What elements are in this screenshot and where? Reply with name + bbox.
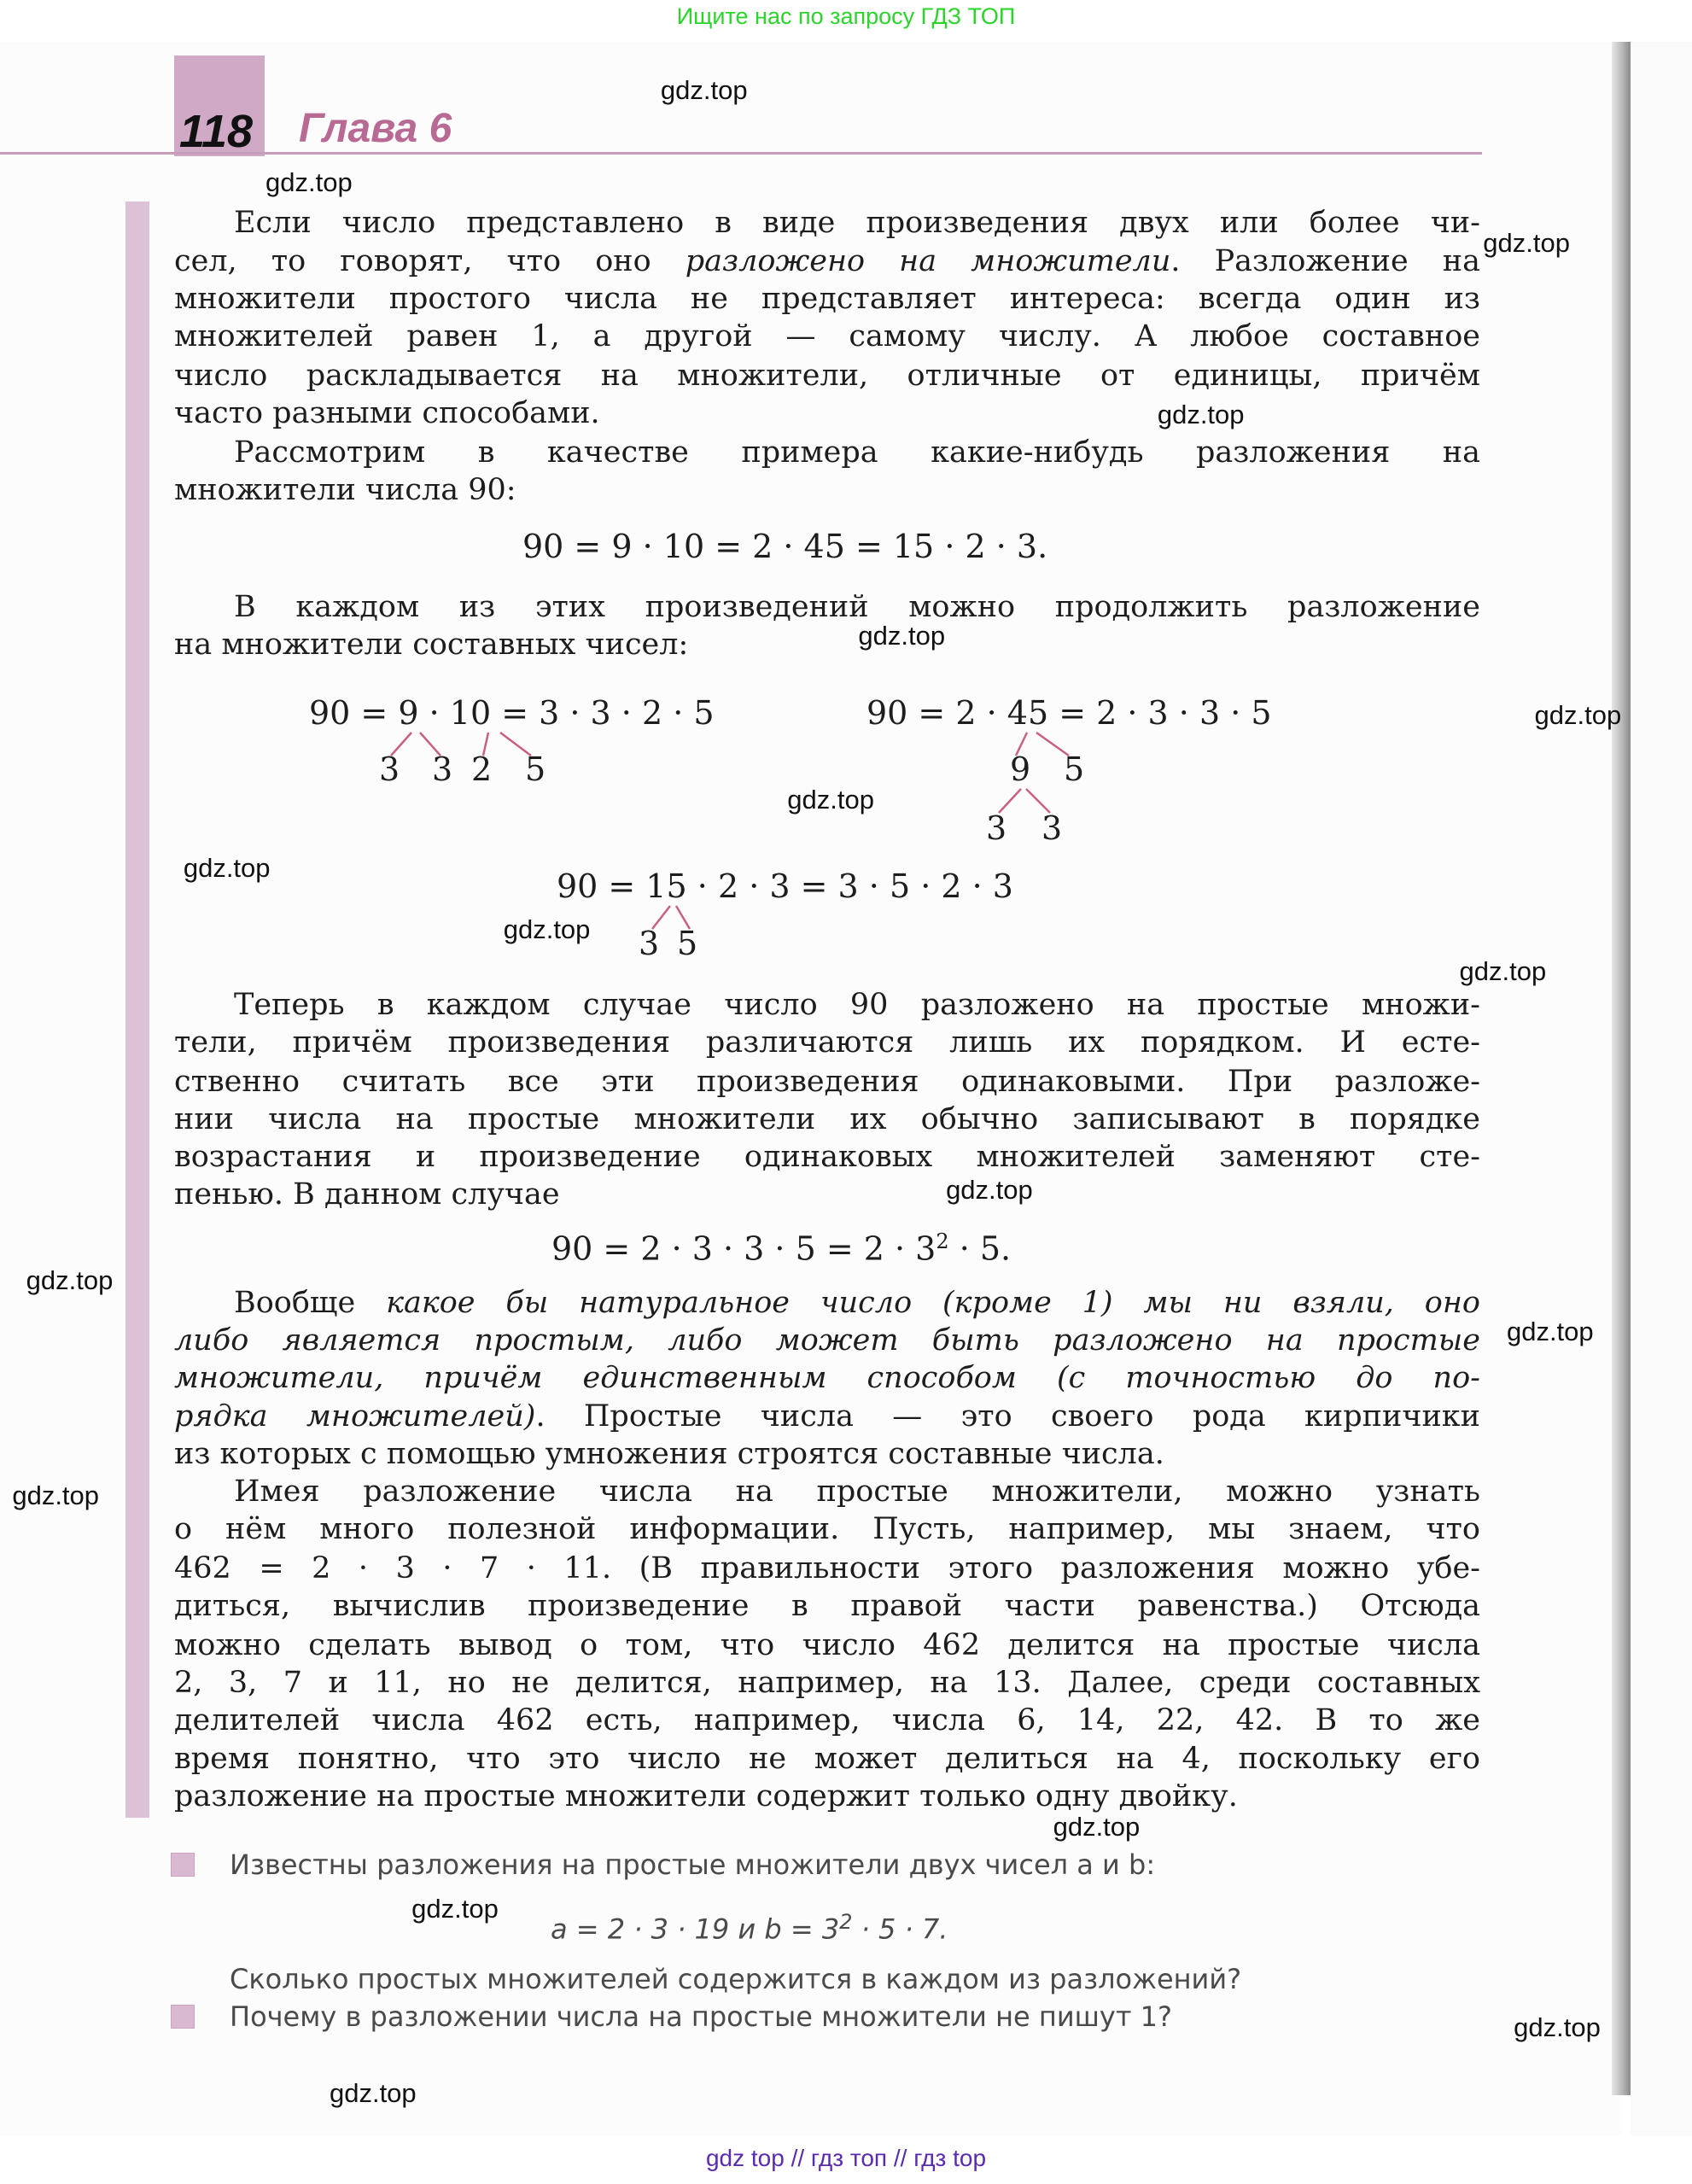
text-line	[174, 471, 1480, 509]
italic-text: разложено на множители	[685, 244, 1171, 279]
text-line	[174, 1587, 1480, 1625]
text-segment: число раскладывается на множители, отличные от единицы, причём	[174, 359, 1480, 394]
formula-exponent: 2	[936, 1229, 949, 1253]
page-number: 118	[179, 106, 254, 157]
italic-text: множители, причём единственным способом (с точностью до по-	[174, 1360, 1480, 1395]
formula-90-prime-factorization	[551, 1223, 1011, 1268]
text-line	[174, 1473, 1480, 1510]
text-segment: из которых с помощью умножения строятся составные числа.	[174, 1437, 1164, 1472]
watermark: gdz.top	[503, 914, 591, 944]
text-segment: возрастания и произведение одинаковых множителей заменяют сте-	[174, 1139, 1480, 1174]
watermark: gdz.top	[12, 1480, 100, 1511]
tree2-child: 5	[1064, 750, 1085, 788]
text-line	[174, 1024, 1480, 1061]
text-segment: время понятно, что это число не может делиться на 4, поскольку его	[174, 1742, 1480, 1777]
tree1-child: 3	[432, 750, 453, 788]
text-line	[174, 1778, 1480, 1815]
formula-base: a = 2 · 3 · 19 и b = 3	[551, 1912, 840, 1946]
text-segment: Имея разложение числа на простые множители, можно узнать	[234, 1474, 1480, 1510]
text-segment: разложение на простые множители содержит только одну двойку.	[174, 1779, 1238, 1814]
tree2-formula: 90 = 2 · 45 = 2 · 3 · 3 · 5	[866, 694, 1272, 732]
text-segment: часто разными способами.	[174, 396, 600, 431]
tree1-formula: 90 = 9 · 10 = 3 · 3 · 2 · 5	[309, 694, 715, 732]
tree2-grandchild: 3	[986, 809, 1007, 847]
text-segment: . Простые числа — это своего рода кирпичики	[535, 1399, 1480, 1434]
formula-base: 90 = 2 · 3 · 3 · 5 = 2 · 3	[551, 1229, 936, 1268]
text-segment: 462 = 2 · 3 · 7 · 11. (В правильности этого разложения можно убе-	[174, 1551, 1480, 1585]
text-line	[174, 1138, 1480, 1176]
text-line	[174, 1435, 1480, 1473]
formula-90-factorizations: 90 = 9 · 10 = 2 · 45 = 15 · 2 · 3.	[522, 528, 1048, 565]
text-line	[174, 1510, 1480, 1548]
question-2: Почему в разложении числа на простые множители не пишут 1?	[230, 2000, 1172, 2033]
watermark: gdz.top	[265, 166, 353, 197]
watermark: gdz.top	[1053, 1812, 1141, 1842]
tree1-child: 3	[379, 750, 400, 788]
watermark: gdz.top	[1506, 1316, 1594, 1346]
text-line	[174, 1626, 1480, 1664]
italic-text: либо является простым, либо может быть разложено на простые	[174, 1323, 1480, 1358]
watermark: gdz.top	[1157, 399, 1245, 429]
text-line	[174, 1664, 1480, 1702]
text-line	[174, 394, 1480, 432]
watermark: gdz.top	[1534, 699, 1622, 730]
page-edge	[1631, 42, 1692, 2136]
formula-exponent: 2	[839, 1910, 853, 1934]
text-line	[174, 1398, 1480, 1435]
tree2-grandchild: 3	[1041, 809, 1063, 847]
text-line	[174, 1702, 1480, 1739]
question-marker-icon	[171, 2005, 195, 2029]
question-1-followup: Сколько простых множителей содержится в каждом из разложений?	[230, 1963, 1242, 1995]
tree1-child: 5	[525, 750, 546, 788]
text-line	[174, 1322, 1480, 1359]
tree3-child: 3	[639, 925, 660, 962]
text-line	[174, 434, 1480, 471]
text-segment: Рассмотрим в качестве примера какие-нибудь разложения на	[234, 435, 1480, 470]
footer-links: gdz top // гдз топ // гдз top	[705, 2145, 987, 2171]
formula-tail: · 5.	[948, 1229, 1012, 1268]
text-segment: 2, 3, 7 и 11, но не делится, например, на 13. Далее, среди составных	[174, 1665, 1480, 1700]
sidebar-accent-bar	[125, 201, 149, 1818]
text-line	[174, 1740, 1480, 1778]
text-line	[174, 1063, 1480, 1101]
text-segment: пенью. В данном случае	[174, 1177, 560, 1212]
watermark: gdz.top	[858, 620, 946, 651]
text-segment: множители числа 90:	[174, 472, 516, 507]
text-segment: диться, вычислив произведение в правой части равенства.) Отсюда	[174, 1589, 1480, 1624]
text-line	[174, 986, 1480, 1024]
text-line	[174, 280, 1480, 318]
text-line	[174, 242, 1480, 280]
text-segment: нии числа на простые множители их обычно записывают в порядке	[174, 1101, 1480, 1136]
text-line	[174, 626, 1480, 663]
question-marker-icon	[171, 1853, 195, 1877]
text-segment: множителей равен 1, а другой — самому числу. А любое составное	[174, 319, 1480, 354]
text-segment: тели, причём произведения различаются лишь их порядком. И есте-	[174, 1025, 1480, 1060]
text-line	[174, 357, 1480, 394]
formula-tail: · 5 · 7.	[852, 1912, 948, 1946]
italic-text: рядка множителей)	[174, 1399, 536, 1434]
text-segment: ственно считать все эти произведения одинаковыми. При разложе-	[174, 1064, 1480, 1099]
text-segment: на множители составных чисел:	[174, 627, 689, 662]
top-banner: Ищите нас по запросу ГДЗ ТОП	[676, 3, 1016, 29]
text-segment: В каждом из этих произведений можно продолжить разложение	[234, 589, 1480, 624]
text-line	[174, 204, 1480, 242]
text-line	[174, 1176, 1480, 1213]
text-line	[174, 318, 1480, 355]
text-segment: сел, то говорят, что оно	[174, 244, 686, 279]
text-line	[174, 1101, 1480, 1138]
text-line	[174, 1550, 1480, 1587]
text-line	[174, 588, 1480, 626]
watermark: gdz.top	[660, 74, 748, 105]
watermark: gdz.top	[183, 853, 271, 884]
question-1: Известны разложения на простые множители двух чисел a и b:	[230, 1848, 1156, 1881]
watermark: gdz.top	[1514, 2012, 1601, 2042]
tree2-child: 9	[1010, 750, 1031, 788]
italic-text: какое бы натуральное число (кроме 1) мы ни взяли, оно	[386, 1285, 1480, 1320]
text-segment: Теперь в каждом случае число 90 разложено на простые множи-	[234, 987, 1480, 1022]
text-segment: Если число представлено в виде произведения двух или более чи-	[234, 205, 1480, 240]
watermark: gdz.top	[329, 2077, 417, 2108]
text-segment: можно сделать вывод о том, что число 462 делится на простые числа	[174, 1627, 1480, 1662]
book-spine-shadow	[1612, 42, 1631, 2095]
tree3-formula: 90 = 15 · 2 · 3 = 3 · 5 · 2 · 3	[557, 867, 1013, 905]
text-segment: . Разложение на	[1170, 244, 1480, 279]
text-segment: Вообще	[234, 1285, 387, 1320]
watermark: gdz.top	[411, 1894, 499, 1924]
chapter-title: Глава 6	[299, 106, 452, 151]
tree1-child: 2	[471, 750, 493, 788]
text-segment: множители простого числа не представляет интереса: всегда один из	[174, 282, 1480, 317]
watermark: gdz.top	[1459, 955, 1547, 986]
text-line	[174, 1359, 1480, 1397]
text-line	[174, 1284, 1480, 1322]
tree3-child: 5	[677, 925, 698, 962]
watermark: gdz.top	[26, 1264, 114, 1295]
watermark: gdz.top	[946, 1174, 1033, 1205]
question-1-formula	[551, 1903, 948, 1948]
text-segment: делителей числа 462 есть, например, числа 6, 14, 22, 42. В то же	[174, 1702, 1480, 1737]
text-segment: о нём много полезной информации. Пусть, например, мы знаем, что	[174, 1512, 1480, 1547]
watermark: gdz.top	[787, 785, 874, 815]
watermark: gdz.top	[1483, 228, 1570, 259]
